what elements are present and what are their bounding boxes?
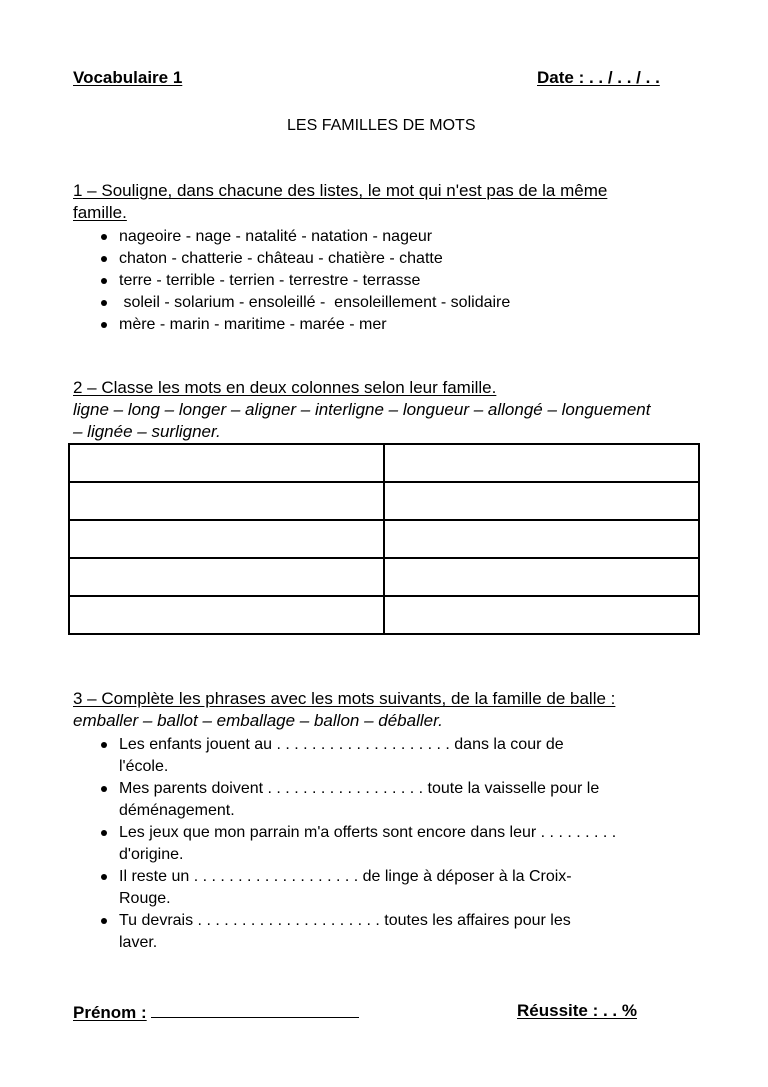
exercise3-instruction: 3 – Complète les phrases avec les mots suivants, de la famille de balle : — [73, 689, 616, 708]
list-item — [73, 822, 723, 866]
sentence-line1: Les enfants jouent au . . . . . . . . . . . . . . . . . . . . dans la cour de — [119, 736, 564, 753]
table-row — [69, 520, 699, 558]
sentence-line1: Mes parents doivent . . . . . . . . . . . . . . . . . . toute la vaisselle pour le — [119, 780, 600, 797]
table-cell[interactable] — [69, 444, 384, 482]
exercise1-instruction-line2: famille. — [73, 203, 127, 222]
sentence-line1: Il reste un . . . . . . . . . . . . . . . . . . . de linge à déposer à la Croix- — [119, 868, 572, 885]
list-item: chaton - chatterie - château - chatière - chatte — [73, 248, 713, 270]
sentence-line2: laver. — [119, 934, 158, 951]
exercise2-instruction: 2 – Classe les mots en deux colonnes selon leur famille. — [73, 378, 497, 397]
sentence-line2: l'école. — [119, 758, 169, 775]
table-cell[interactable] — [69, 558, 384, 596]
table-cell[interactable] — [384, 482, 699, 520]
table-cell[interactable] — [69, 482, 384, 520]
table-row — [69, 596, 699, 634]
date-field: Date : . . / . . / . . — [537, 68, 660, 87]
list-item: soleil - solarium - ensoleillé - ensoleillement - solidaire — [73, 292, 713, 314]
table-row — [69, 482, 699, 520]
list-item — [73, 778, 723, 822]
sentence-line2: d'origine. — [119, 846, 184, 863]
page-title: LES FAMILLES DE MOTS — [287, 117, 476, 134]
reussite-field: Réussite : . . % — [517, 1001, 637, 1020]
table-cell[interactable] — [69, 596, 384, 634]
exercise2-words-line1: ligne – long – longer – aligner – interligne – longueur – allongé – longuement — [73, 400, 651, 419]
sentence-line1: Tu devrais . . . . . . . . . . . . . . . . . . . . . toutes les affaires pour les — [119, 912, 571, 929]
table-row — [69, 558, 699, 596]
list-item: mère - marin - maritime - marée - mer — [73, 314, 713, 336]
sentence-line2: déménagement. — [119, 802, 235, 819]
table-cell[interactable] — [384, 520, 699, 558]
list-item — [73, 734, 723, 778]
exercise1-list — [73, 226, 713, 336]
table-row — [69, 444, 699, 482]
classification-table — [68, 443, 700, 635]
sentence-line1: Les jeux que mon parrain m'a offerts sont encore dans leur . . . . . . . . . — [119, 824, 617, 841]
exercise1-instruction-line1: 1 – Souligne, dans chacune des listes, le mot qui n'est pas de la même — [73, 181, 608, 200]
list-item — [73, 910, 723, 954]
table-cell[interactable] — [384, 558, 699, 596]
list-item — [73, 866, 723, 910]
prenom-field — [73, 1001, 359, 1023]
prenom-input-line[interactable] — [151, 1001, 359, 1018]
prenom-label: Prénom : — [73, 1003, 147, 1022]
sentence-line2: Rouge. — [119, 890, 171, 907]
table-cell[interactable] — [384, 444, 699, 482]
table-cell[interactable] — [69, 520, 384, 558]
worksheet-title: Vocabulaire 1 — [73, 68, 183, 87]
exercise3-list — [73, 734, 723, 954]
exercise3-words: emballer – ballot – emballage – ballon – déballer. — [73, 711, 443, 730]
list-item: terre - terrible - terrien - terrestre - terrasse — [73, 270, 713, 292]
table-cell[interactable] — [384, 596, 699, 634]
list-item: nageoire - nage - natalité - natation - nageur — [73, 226, 713, 248]
exercise2-words-line2: – lignée – surligner. — [73, 422, 221, 441]
